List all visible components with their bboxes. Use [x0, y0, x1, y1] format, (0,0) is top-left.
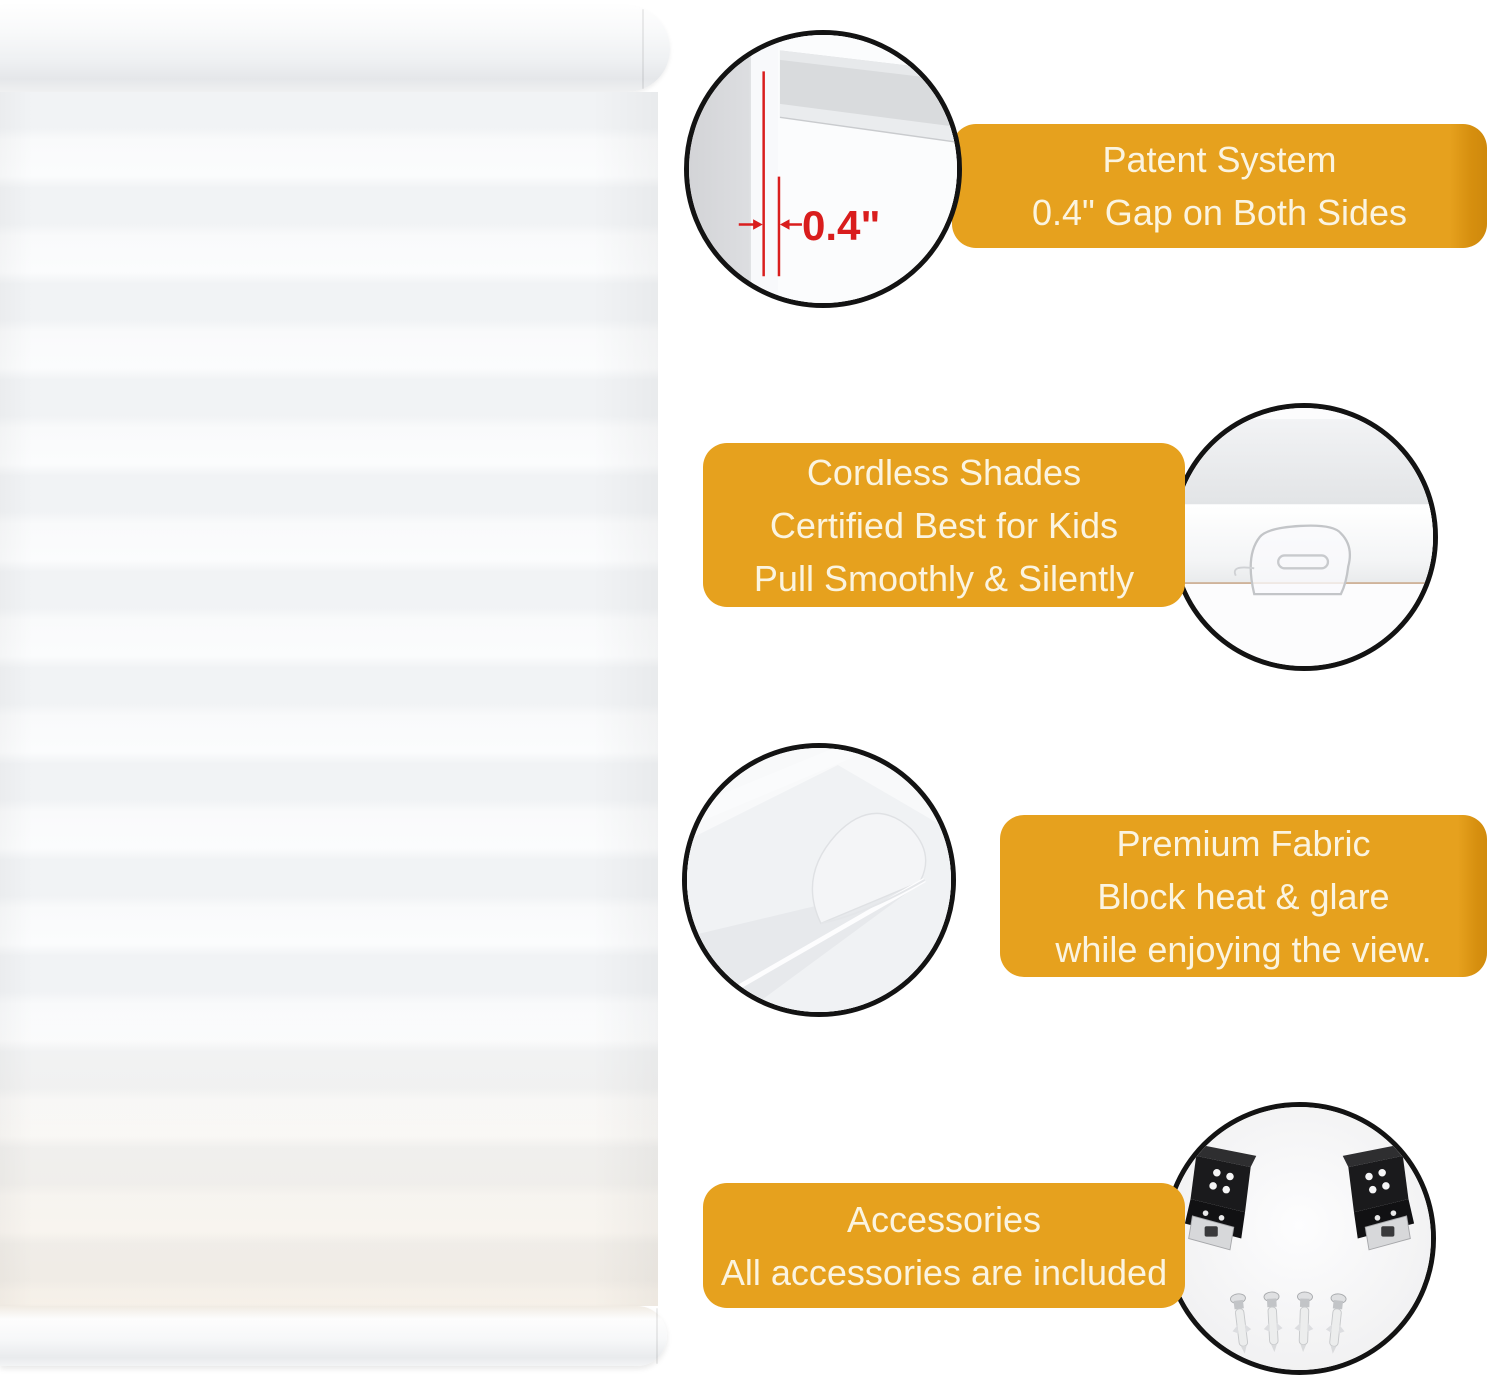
callout-line: All accessories are included: [720, 1251, 1168, 1293]
bottom-rail-handle-closeup-circle: [1170, 403, 1438, 671]
headrail-cassette: [0, 6, 670, 92]
callout-line: Pull Smoothly & Silently: [753, 557, 1135, 599]
callout-line: Patent System: [1102, 139, 1337, 180]
callout-banner-patent-system: [952, 124, 1487, 248]
fabric-closeup-circle: [682, 743, 956, 1017]
shade-fabric: [0, 92, 658, 1306]
callout-line: Block heat & glare: [1097, 875, 1390, 917]
handle-illustration: [1175, 408, 1433, 666]
callout-line: Premium Fabric: [1116, 822, 1371, 864]
mounting-hardware-closeup-circle: [1163, 1102, 1436, 1375]
gap-measurement-illustration: [689, 35, 957, 303]
callout-banner-accessories: [703, 1183, 1185, 1308]
bottom-rail: [0, 1306, 667, 1366]
fabric-illustration: [687, 748, 951, 1012]
callout-line: Certified Best for Kids: [769, 504, 1119, 546]
callout-banner-premium-fabric: [1000, 815, 1487, 977]
gap-measurement-closeup-circle: [684, 30, 962, 308]
hardware-illustration: [1168, 1107, 1431, 1370]
callout-line: Accessories: [846, 1198, 1042, 1240]
gap-label: 0.4": [801, 201, 881, 249]
callout-line: Cordless Shades: [806, 451, 1082, 493]
callout-line: while enjoying the view.: [1055, 928, 1432, 970]
callout-banner-cordless-shades: [703, 443, 1185, 607]
callout-line: 0.4" Gap on Both Sides: [1031, 192, 1408, 233]
fabric-above-rail: [1175, 419, 1433, 506]
